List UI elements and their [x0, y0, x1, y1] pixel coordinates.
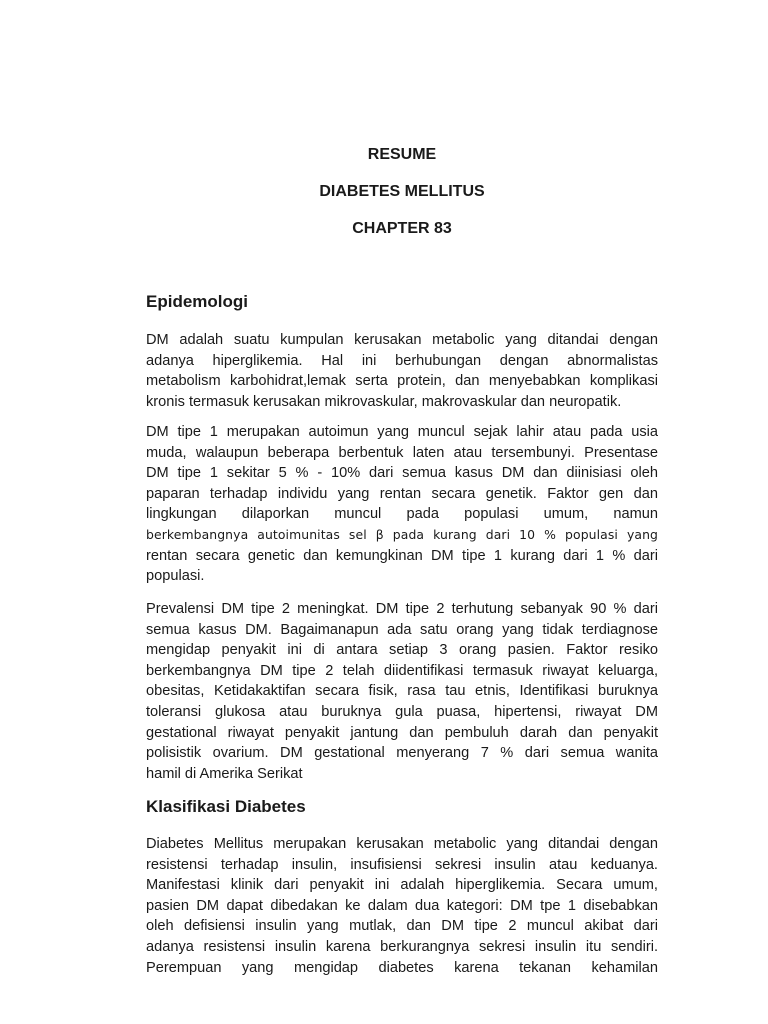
paragraph-line: Prevalensi DM tipe 2 meningkat. DM tipe 2 terhutung sebanyak 90 % dari	[146, 601, 658, 617]
paragraph-line: metabolism karbohidrat,lemak serta protein, dan menyebabkan komplikasi	[146, 373, 658, 390]
paragraph-line: semua kasus DM. Bagaimanapun ada satu orang yang tidak terdiagnose	[146, 621, 658, 638]
paragraph-line: Manifestasi klinik dari penyakit ini adalah hiperglikemia. Secara umum,	[146, 877, 658, 894]
paragraph-line: lingkungan dilaporkan muncul pada populasi umum, namun	[146, 506, 658, 523]
paragraph-line: DM adalah suatu kumpulan kerusakan metabolic yang ditandai dengan	[146, 332, 658, 348]
heading-epidemologi: Epidemologi	[146, 292, 248, 311]
paragraph-dm-definition	[146, 330, 658, 412]
paragraph-dm-tipe-2	[146, 599, 658, 784]
heading-klasifikasi-diabetes: Klasifikasi Diabetes	[146, 797, 306, 816]
paragraph-line: pasien DM dapat dibedakan ke dalam dua kategori: DM tpe 1 disebabkan	[146, 897, 658, 914]
paragraph-line: mengidap penyakit ini di antara setiap 3 orang pasien. Faktor resiko	[146, 642, 658, 659]
paragraph-line: gestational riwayat penyakit jantung dan pembuluh darah dan penyakit	[146, 724, 658, 741]
title-diabetes-mellitus: DIABETES MELLITUS	[319, 183, 485, 200]
title-resume: RESUME	[367, 146, 437, 163]
paragraph-klasifikasi	[146, 834, 658, 978]
paragraph-line: Diabetes Mellitus merupakan kerusakan metabolic yang ditandai dengan	[146, 836, 658, 852]
title-chapter: CHAPTER 83	[352, 220, 452, 237]
paragraph-line: rentan secara genetic dan kemungkinan DM tipe 1 kurang dari 1 % dari	[146, 547, 658, 564]
paragraph-line: oleh defisiensi insulin yang mutlak, dan DM tipe 2 muncul akibat dari	[146, 918, 658, 935]
paragraph-line: muda, walaupun beberapa berbentuk laten atau tersembunyi. Presentase	[146, 444, 658, 461]
paragraph-line: Perempuan yang mengidap diabetes karena tekanan kehamilan	[146, 959, 658, 976]
paragraph-line: paparan terhadap individu yang rentan secara genetik. Faktor gen dan	[146, 485, 658, 502]
paragraph-line: adanya resistensi insulin karena berkurangnya sekresi insulin itu sendiri.	[146, 938, 658, 955]
paragraph-line: DM tipe 1 merupakan autoimun yang muncul sejak lahir atau pada usia	[146, 424, 658, 440]
document-title	[146, 146, 658, 246]
paragraph-line: toleransi glukosa atau buruknya gula puasa, hipertensi, riwayat DM	[146, 703, 658, 720]
paragraph-line: kronis termasuk kerusakan mikrovaskular, makrovaskular dan neuropatik.	[146, 393, 622, 410]
paragraph-line: DM tipe 1 sekitar 5 % - 10% dari semua kasus DM dan diinisiasi oleh	[146, 465, 658, 482]
paragraph-dm-tipe-1	[146, 422, 658, 587]
paragraph-line: hamil di Amerika Serikat	[146, 765, 303, 782]
paragraph-line: resistensi terhadap insulin, insufisiensi sekresi insulin atau keduanya.	[146, 856, 658, 873]
paragraph-line: obesitas, Ketidakaktifan secara fisik, rasa tau etnis, Identifikasi buruknya	[146, 683, 658, 700]
paragraph-line: berkembangnya autoimunitas sel β pada kurang dari 10 % populasi yang	[146, 526, 658, 542]
paragraph-line: polisistik ovarium. DM gestational menyerang 7 % dari semua wanita	[146, 745, 658, 762]
paragraph-line: berkembangnya DM tipe 2 telah diidentifikasi termasuk riwayat keluarga,	[146, 662, 658, 679]
paragraph-line: adanya hiperglikemia. Hal ini berhubungan dengan abnormalistas	[146, 352, 658, 369]
paragraph-line: populasi.	[146, 568, 205, 585]
